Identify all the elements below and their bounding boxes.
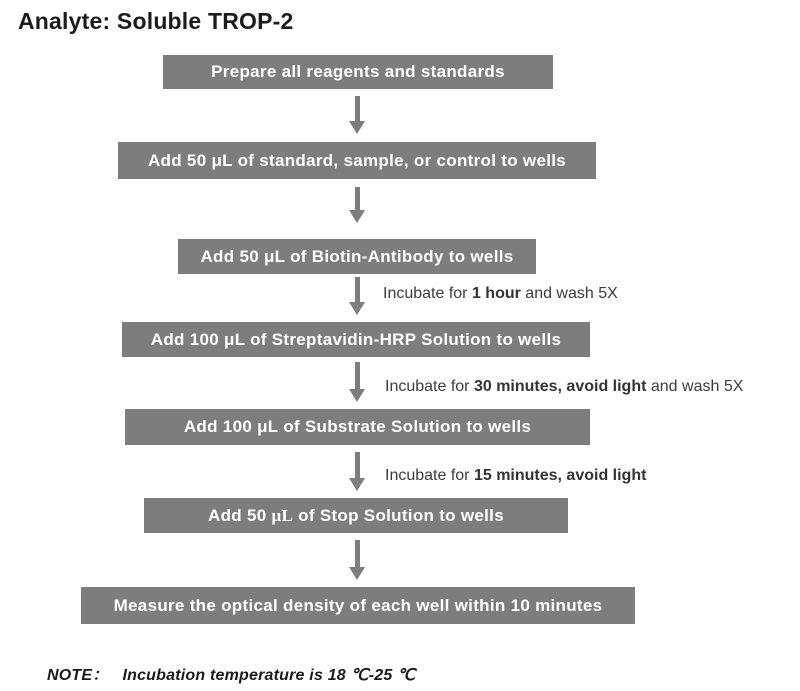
note-label: NOTE： (47, 667, 109, 684)
step-box-add-streptavidin-hrp (122, 322, 590, 357)
down-arrow-icon (349, 187, 365, 223)
annotation-prefix: Incubate for (385, 378, 474, 395)
down-arrow-icon (349, 362, 365, 402)
step-label-mu: μL (271, 505, 294, 525)
step-label: Add 50 μL of standard, sample, or control to wells (147, 150, 567, 170)
step-box-measure-od (81, 587, 635, 624)
arrow-stem (355, 452, 360, 478)
annotation-bold: 15 minutes, avoid light (473, 467, 647, 484)
annotation-bold: 1 hour (471, 285, 521, 302)
step-box-add-stop-solution (144, 498, 568, 533)
page-title: Analyte: Soluble TROP-2 (18, 8, 294, 34)
arrow-head (349, 210, 365, 223)
step-label (208, 506, 504, 526)
note-text: Incubation temperature is 18 ℃-25 ℃ (122, 667, 416, 684)
arrow-stem (355, 187, 360, 210)
annotation-bold: 30 minutes, avoid light (473, 378, 647, 395)
annotation-prefix: Incubate for (383, 285, 472, 302)
step-label: Add 50 μL of Biotin-Antibody to wells (200, 246, 514, 266)
step-label-pre: Add 50 (208, 505, 272, 525)
annotation-incubate-1hour (383, 284, 618, 303)
arrow-stem (355, 277, 360, 302)
annotation-incubate-15min (385, 466, 646, 485)
annotation-incubate-30min (385, 377, 743, 396)
step-box-add-biotin-antibody (178, 239, 536, 274)
arrow-head (349, 478, 365, 491)
footer-note (47, 662, 415, 685)
step-label-post: of Stop Solution to wells (293, 505, 504, 525)
annotation-suffix: and wash 5X (646, 378, 744, 395)
down-arrow-icon (349, 277, 365, 315)
annotation-prefix: Incubate for (385, 467, 474, 484)
down-arrow-icon (349, 540, 365, 580)
step-box-add-substrate (125, 409, 590, 445)
step-label: Add 100 μL of Substrate Solution to wells (183, 417, 532, 436)
arrow-stem (355, 362, 360, 389)
arrow-head (349, 567, 365, 580)
step-label: Measure the optical density of each well within 10 minutes (113, 595, 603, 615)
arrow-head (349, 121, 365, 134)
down-arrow-icon (349, 96, 365, 134)
arrow-head (349, 389, 365, 402)
arrow-stem (355, 96, 360, 121)
arrow-stem (355, 540, 360, 567)
step-box-add-standard (118, 142, 596, 179)
step-label: Prepare all reagents and standards (211, 62, 505, 81)
arrow-head (349, 302, 365, 315)
step-label: Add 100 μL of Streptavidin-HRP Solution to wells (150, 329, 562, 349)
down-arrow-icon (349, 452, 365, 491)
step-box-prepare-reagents (163, 55, 553, 89)
annotation-suffix: and wash 5X (520, 285, 618, 302)
